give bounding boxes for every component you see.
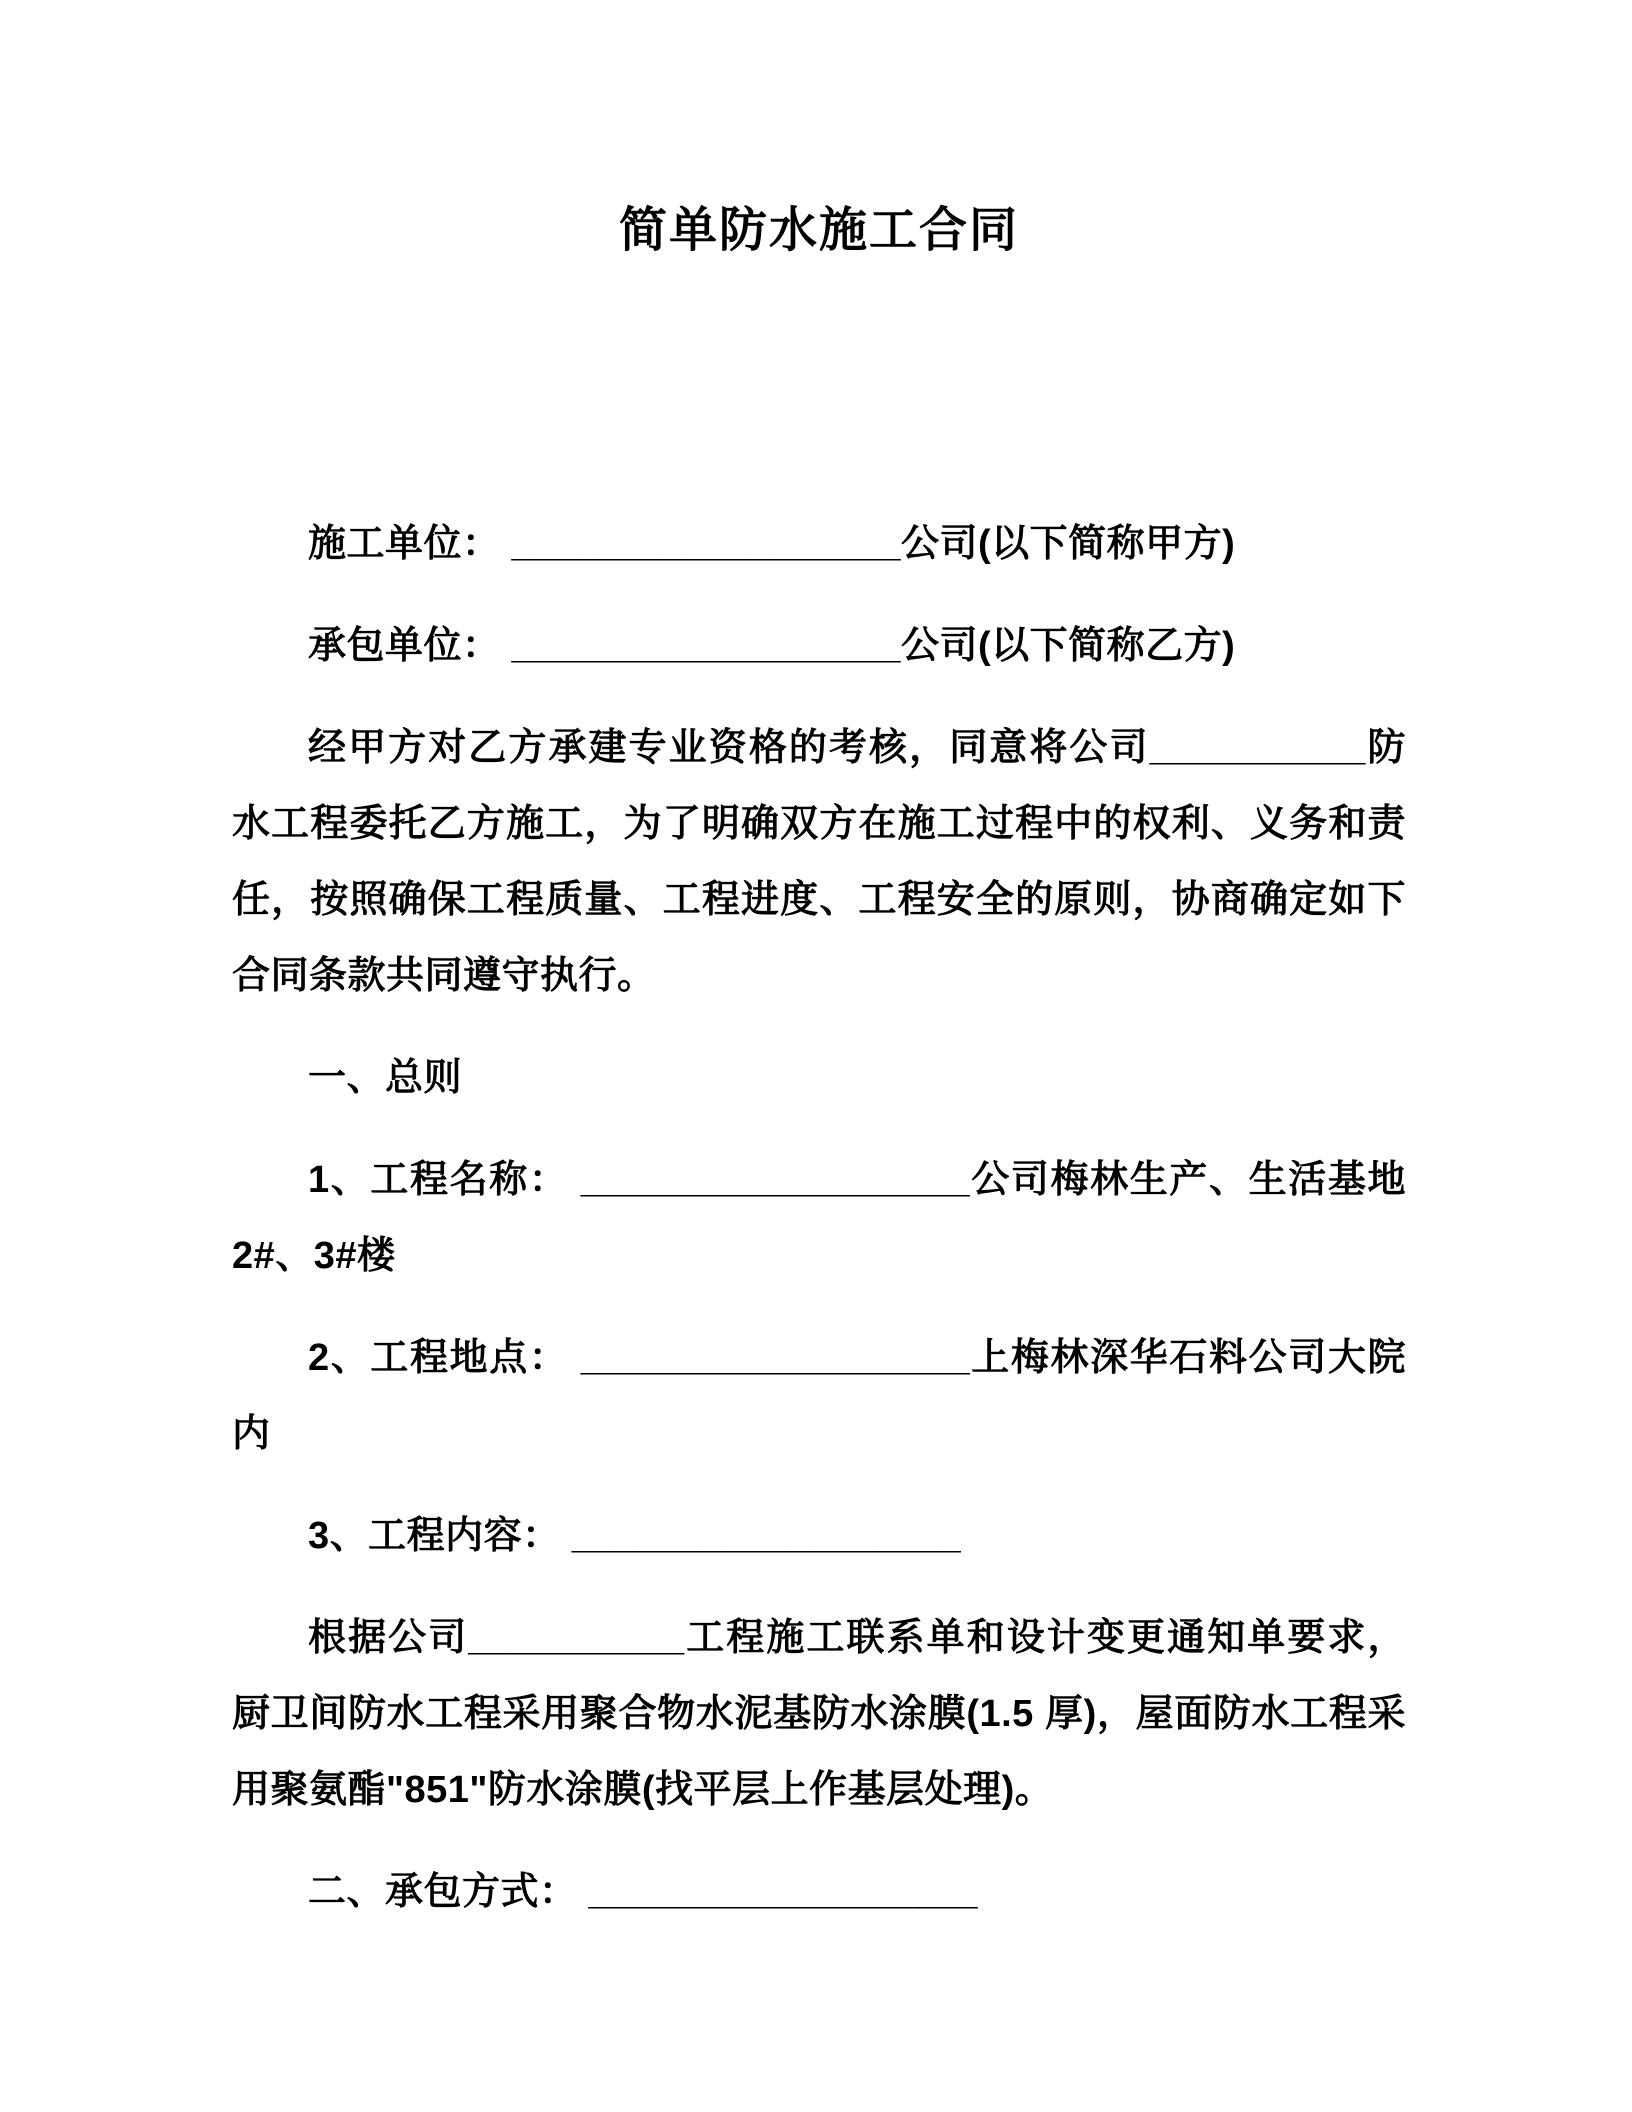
section-heading-general: 一、总则 bbox=[308, 1057, 463, 1100]
paragraph-project-details: 根据公司__________工程施工联系单和设计变更通知单要求，厨卫间防水工程采用聚合物水泥基防水涂膜(1.5 厚)，屋面防水工程采用聚氨酯"851"防水涂膜(找平层上作基层处理)。 bbox=[232, 1617, 1406, 1812]
paragraph-preamble: 经甲方对乙方承建专业资格的考核，同意将公司__________防水工程委托乙方施工，为了明确双方在施工过程中的权利、义务和责任，按照确保工程质量、工程进度、工程安全的原则，协商确定如下合同条款共同遵守执行。 bbox=[232, 727, 1406, 998]
document-title: 简单防水施工合同 bbox=[618, 204, 1019, 257]
paragraph-contracting-unit: 承包单位： __________________公司(以下简称乙方) bbox=[308, 625, 1236, 668]
paragraph-project-location: 2、工程地点： __________________上梅林深华石料公司大院内 bbox=[232, 1337, 1406, 1456]
paragraph-project-content: 3、工程内容： __________________ bbox=[308, 1515, 962, 1558]
paragraph-project-name: 1、工程名称： __________________公司梅林生产、生活基地2#、3#楼 bbox=[232, 1159, 1406, 1278]
paragraph-construction-unit: 施工单位： __________________公司(以下简称甲方) bbox=[308, 523, 1236, 566]
section-heading-contract-method: 二、承包方式： __________________ bbox=[308, 1871, 978, 1914]
